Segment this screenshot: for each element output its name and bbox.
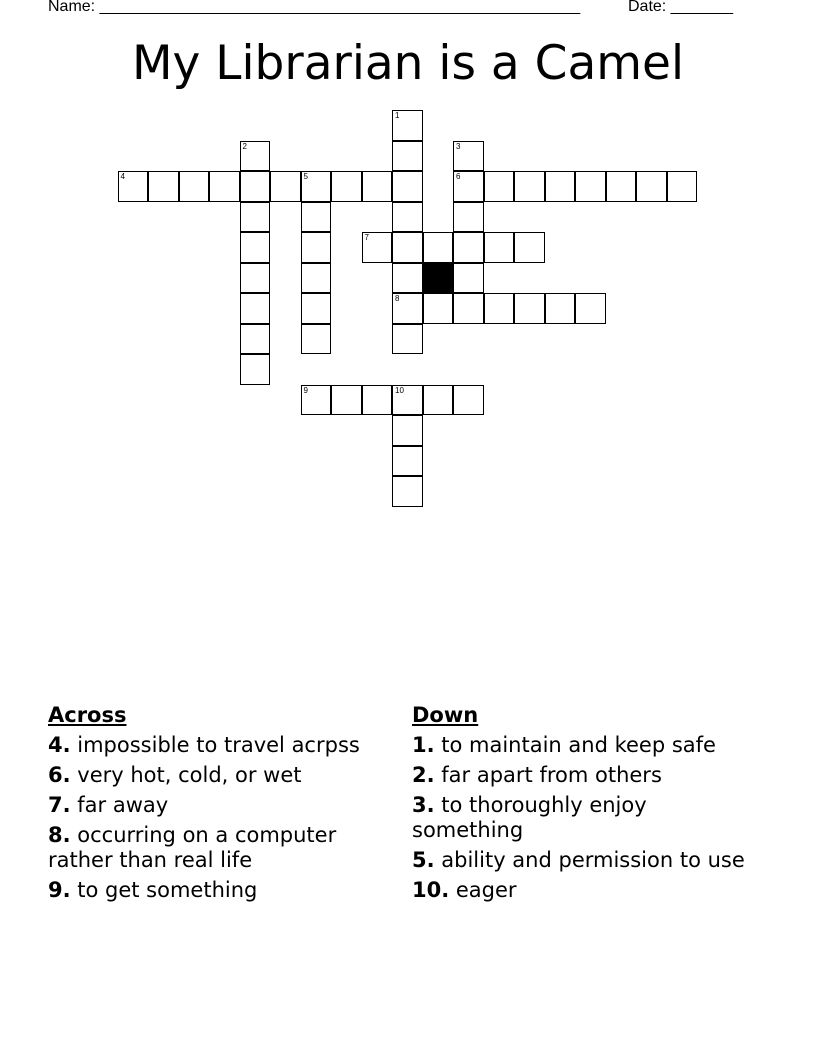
cell-number: 2	[242, 141, 247, 151]
grid-cell[interactable]	[301, 385, 332, 416]
grid-cell[interactable]	[423, 293, 454, 324]
clue-number: 2.	[412, 763, 435, 787]
grid-cell[interactable]	[545, 293, 576, 324]
clue-number: 3.	[412, 793, 435, 817]
grid-cell[interactable]	[636, 171, 667, 202]
clue-text: far apart from others	[434, 763, 662, 787]
clue-text: impossible to travel acrpss	[70, 733, 360, 757]
cell-number: 3	[456, 141, 461, 151]
across-clues	[48, 703, 378, 908]
grid-cell[interactable]	[392, 110, 423, 141]
across-clue	[48, 878, 378, 903]
grid-cell[interactable]	[301, 263, 332, 294]
grid-cell[interactable]	[301, 171, 332, 202]
down-clue	[412, 878, 762, 903]
cell-number: 1	[395, 111, 400, 120]
grid-cell[interactable]	[240, 232, 271, 263]
clue-text: to thoroughly enjoy something	[412, 793, 647, 842]
grid-cell[interactable]	[331, 171, 362, 202]
black-cell	[423, 263, 454, 294]
grid-cell[interactable]	[362, 171, 393, 202]
grid-cell[interactable]	[209, 171, 240, 202]
clue-text: eager	[449, 878, 517, 902]
date-field: Date: _______	[628, 0, 733, 15]
down-clue	[412, 733, 762, 758]
clue-number: 4.	[48, 733, 71, 757]
grid-cell[interactable]	[118, 171, 149, 202]
grid-cell[interactable]	[392, 202, 423, 233]
grid-cell[interactable]	[453, 232, 484, 263]
grid-cell[interactable]	[240, 263, 271, 294]
clue-number: 7.	[48, 793, 71, 817]
cell-number: 10	[395, 385, 404, 395]
clue-text: very hot, cold, or wet	[70, 763, 302, 787]
down-heading: Down	[412, 703, 479, 727]
across-clue	[48, 733, 378, 758]
clue-number: 1.	[412, 733, 435, 757]
grid-cell[interactable]	[453, 385, 484, 416]
cell-number: 9	[303, 385, 308, 395]
grid-cell[interactable]	[301, 232, 332, 263]
grid-cell[interactable]	[240, 324, 271, 355]
clue-text: to maintain and keep safe	[434, 733, 716, 757]
grid-cell[interactable]	[301, 324, 332, 355]
down-clues	[412, 703, 762, 908]
down-clue	[412, 763, 762, 788]
grid-cell[interactable]	[240, 141, 271, 172]
grid-cell[interactable]	[392, 141, 423, 172]
grid-cell[interactable]	[240, 354, 271, 385]
clue-number: 9.	[48, 878, 71, 902]
grid-cell[interactable]	[179, 171, 210, 202]
grid-cell[interactable]	[453, 202, 484, 233]
clue-number: 6.	[48, 763, 71, 787]
grid-cell[interactable]	[240, 293, 271, 324]
clue-text: occurring on a computer rather than real life	[48, 823, 337, 872]
grid-cell[interactable]	[453, 263, 484, 294]
grid-cell[interactable]	[362, 385, 393, 416]
cell-number: 7	[364, 233, 369, 242]
grid-cell[interactable]	[392, 385, 423, 416]
grid-cell[interactable]	[148, 171, 179, 202]
grid-cell[interactable]	[423, 385, 454, 416]
grid-cell[interactable]	[392, 324, 423, 355]
clue-number: 5.	[412, 848, 435, 872]
grid-cell[interactable]	[423, 232, 454, 263]
grid-cell[interactable]	[484, 232, 515, 263]
grid-cell[interactable]	[514, 232, 545, 263]
grid-cell[interactable]	[240, 202, 271, 233]
cell-number: 8	[395, 294, 400, 303]
clue-text: far away	[70, 793, 169, 817]
cell-number: 4	[120, 172, 125, 181]
down-clue	[412, 793, 762, 843]
clue-number: 8.	[48, 823, 71, 847]
cell-number: 5	[303, 172, 308, 181]
across-clue	[48, 793, 378, 818]
grid-cell[interactable]	[484, 293, 515, 324]
name-field: Name: ______________________________________________________	[48, 0, 581, 15]
grid-cell[interactable]	[667, 171, 698, 202]
clue-text: to get something	[70, 878, 258, 902]
grid-cell[interactable]	[606, 171, 637, 202]
grid-cell[interactable]	[453, 141, 484, 172]
clue-text: ability and permission to use	[434, 848, 745, 872]
grid-cell[interactable]	[453, 171, 484, 202]
grid-cell[interactable]	[392, 263, 423, 294]
grid-cell[interactable]	[392, 171, 423, 202]
grid-cell[interactable]	[240, 171, 271, 202]
grid-cell[interactable]	[545, 171, 576, 202]
crossword-grid	[0, 0, 816, 520]
down-clue	[412, 848, 762, 873]
grid-cell[interactable]	[575, 171, 606, 202]
grid-cell[interactable]	[514, 293, 545, 324]
puzzle-title: My Librarian is a Camel	[131, 36, 685, 91]
grid-cell[interactable]	[392, 293, 423, 324]
grid-cell[interactable]	[301, 202, 332, 233]
across-heading: Across	[48, 703, 127, 727]
cell-number: 6	[456, 172, 461, 181]
across-clue	[48, 763, 378, 788]
grid-cell[interactable]	[484, 171, 515, 202]
grid-cell[interactable]	[514, 171, 545, 202]
across-clue	[48, 823, 378, 873]
grid-cell[interactable]	[575, 293, 606, 324]
grid-cell[interactable]	[301, 293, 332, 324]
grid-cell[interactable]	[392, 476, 423, 507]
grid-cell[interactable]	[362, 232, 393, 263]
clue-number: 10.	[412, 878, 450, 902]
grid-cell[interactable]	[453, 293, 484, 324]
grid-cell[interactable]	[392, 415, 423, 446]
grid-cell[interactable]	[392, 446, 423, 477]
grid-cell[interactable]	[331, 385, 362, 416]
grid-cell[interactable]	[270, 171, 301, 202]
grid-cell[interactable]	[392, 232, 423, 263]
